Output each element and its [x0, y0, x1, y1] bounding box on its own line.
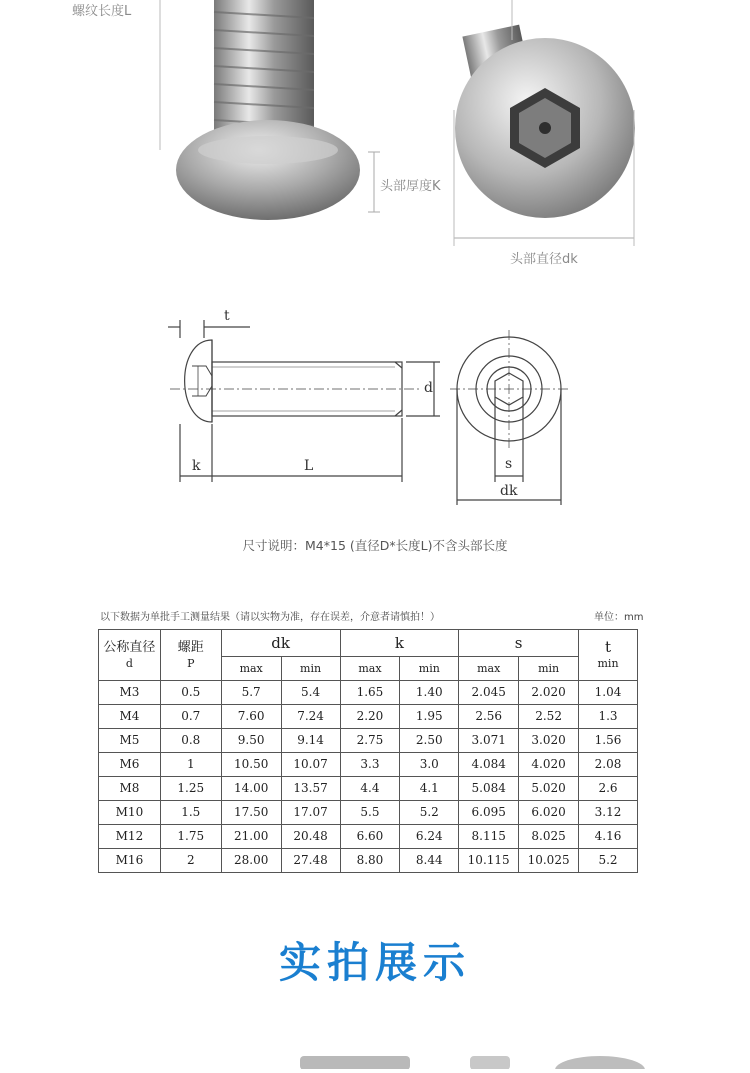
- dim-t-label: t: [224, 308, 230, 324]
- table-cell: 1.25: [160, 777, 221, 801]
- product-photo-art: [0, 0, 750, 280]
- table-cell: 8.44: [400, 849, 459, 873]
- header-dk-min: min: [281, 657, 340, 681]
- table-cell: 1.40: [400, 681, 459, 705]
- table-cell: 10.115: [459, 849, 519, 873]
- table-cell: 2.75: [340, 729, 400, 753]
- table-cell: 3.3: [340, 753, 400, 777]
- table-cell: 13.57: [281, 777, 340, 801]
- table-cell: 17.50: [221, 801, 281, 825]
- dim-L-label: L: [304, 458, 314, 474]
- table-cell: 0.5: [160, 681, 221, 705]
- table-cell: 9.50: [221, 729, 281, 753]
- header-t-label: t: [605, 637, 612, 656]
- table-row: [99, 825, 638, 849]
- table-cell: 5.2: [579, 849, 638, 873]
- table-cell: 2.56: [459, 705, 519, 729]
- table-header-row-1: [99, 630, 638, 657]
- table-cell: 5.7: [221, 681, 281, 705]
- table-cell-size: M5: [99, 729, 161, 753]
- table-cell: 1.04: [579, 681, 638, 705]
- table-cell: 5.2: [400, 801, 459, 825]
- table-cell: 1.65: [340, 681, 400, 705]
- table-cell: 2.52: [519, 705, 579, 729]
- table-cell: 2.020: [519, 681, 579, 705]
- table-cell: 2.6: [579, 777, 638, 801]
- dim-k-label: k: [192, 458, 201, 474]
- table-cell: 4.1: [400, 777, 459, 801]
- table-row: [99, 801, 638, 825]
- table-row: [99, 705, 638, 729]
- table-cell: 2.045: [459, 681, 519, 705]
- table-cell: 4.16: [579, 825, 638, 849]
- table-cell: 2: [160, 849, 221, 873]
- table-cell: 7.60: [221, 705, 281, 729]
- size-note: 尺寸说明：M4*15 (直径D*长度L)不含头部长度: [242, 538, 508, 553]
- table-cell-size: M16: [99, 849, 161, 873]
- table-cell: 6.24: [400, 825, 459, 849]
- table-cell: 1.56: [579, 729, 638, 753]
- header-t-min: min: [597, 656, 619, 670]
- table-cell: 1: [160, 753, 221, 777]
- table-cell: 10.025: [519, 849, 579, 873]
- head-diameter-label: 头部直径dk: [510, 252, 578, 267]
- thread-length-label: 螺纹长度L: [72, 4, 132, 19]
- table-cell: 4.4: [340, 777, 400, 801]
- table-cell: 14.00: [221, 777, 281, 801]
- table-cell: 5.084: [459, 777, 519, 801]
- table-cell: 1.3: [579, 705, 638, 729]
- table-cell: 5.4: [281, 681, 340, 705]
- table-cell: 5.5: [340, 801, 400, 825]
- header-s: s: [459, 630, 579, 657]
- spec-table: [98, 629, 638, 873]
- table-row: [99, 849, 638, 873]
- header-dk-max: max: [221, 657, 281, 681]
- header-nominal-label: 公称直径: [103, 639, 156, 655]
- header-k-max: max: [340, 657, 400, 681]
- bottom-photo: [0, 1030, 750, 1069]
- table-note: 以下数据为单批手工测量结果（请以实物为准，存在误差，介意者请慎拍！）: [100, 612, 440, 623]
- table-cell-size: M6: [99, 753, 161, 777]
- table-cell: 3.12: [579, 801, 638, 825]
- header-t: [579, 630, 638, 681]
- table-cell: 1.75: [160, 825, 221, 849]
- table-cell: 4.084: [459, 753, 519, 777]
- table-cell: 21.00: [221, 825, 281, 849]
- dim-d-label: d: [424, 380, 433, 396]
- table-cell-size: M3: [99, 681, 161, 705]
- table-cell-size: M4: [99, 705, 161, 729]
- header-nominal-symbol: d: [125, 656, 133, 670]
- header-k-min: min: [400, 657, 459, 681]
- table-cell-size: M12: [99, 825, 161, 849]
- table-row: [99, 681, 638, 705]
- table-cell: 8.115: [459, 825, 519, 849]
- table-cell: 10.07: [281, 753, 340, 777]
- table-cell: 6.020: [519, 801, 579, 825]
- technical-drawing-art: [140, 300, 620, 515]
- dim-dk-label: dk: [500, 483, 518, 499]
- header-nominal: [99, 630, 161, 681]
- table-cell: 17.07: [281, 801, 340, 825]
- section-title: 实拍展示: [278, 938, 471, 987]
- table-cell: 9.14: [281, 729, 340, 753]
- bottom-photo-art: [0, 1030, 750, 1069]
- header-pitch-label: 螺距: [177, 639, 204, 655]
- table-cell: 28.00: [221, 849, 281, 873]
- table-body: [99, 681, 638, 873]
- table-row: [99, 753, 638, 777]
- table-cell: 8.025: [519, 825, 579, 849]
- table-cell: 8.80: [340, 849, 400, 873]
- header-dk: dk: [221, 630, 340, 657]
- header-s-max: max: [459, 657, 519, 681]
- table-cell: 3.071: [459, 729, 519, 753]
- table-cell-size: M8: [99, 777, 161, 801]
- table-row: [99, 729, 638, 753]
- table-cell: 2.20: [340, 705, 400, 729]
- head-thickness-label: 头部厚度K: [380, 179, 441, 194]
- table-cell: 20.48: [281, 825, 340, 849]
- table-cell: 0.7: [160, 705, 221, 729]
- header-k: k: [340, 630, 459, 657]
- header-pitch-symbol: P: [187, 656, 195, 670]
- product-photo: [0, 0, 750, 280]
- table-cell: 1.5: [160, 801, 221, 825]
- table-cell: 4.020: [519, 753, 579, 777]
- table-cell: 5.020: [519, 777, 579, 801]
- table-cell: 0.8: [160, 729, 221, 753]
- table-cell-size: M10: [99, 801, 161, 825]
- table-cell: 6.60: [340, 825, 400, 849]
- dim-s-label: s: [505, 456, 513, 472]
- table-cell: 1.95: [400, 705, 459, 729]
- table-cell: 7.24: [281, 705, 340, 729]
- table-cell: 2.08: [579, 753, 638, 777]
- table-cell: 27.48: [281, 849, 340, 873]
- table-cell: 3.020: [519, 729, 579, 753]
- unit-note: 单位：mm: [594, 612, 644, 623]
- table-row: [99, 777, 638, 801]
- header-s-min: min: [519, 657, 579, 681]
- table-cell: 6.095: [459, 801, 519, 825]
- table-cell: 3.0: [400, 753, 459, 777]
- technical-drawing: [140, 300, 620, 515]
- table-cell: 2.50: [400, 729, 459, 753]
- table-cell: 10.50: [221, 753, 281, 777]
- header-pitch: [160, 630, 221, 681]
